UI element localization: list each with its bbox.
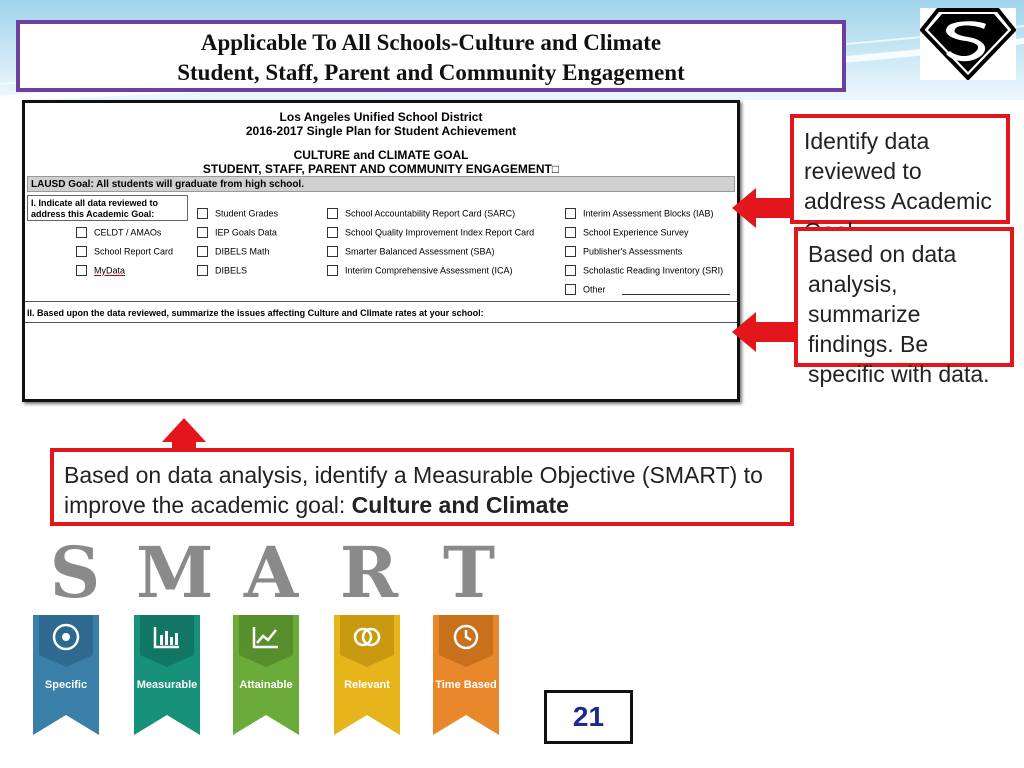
checkbox-school-report-card (76, 245, 173, 258)
ribbon-label: Attainable (239, 679, 293, 691)
checkbox-student-grades (197, 207, 278, 220)
district-name: Los Angeles Unified School District (279, 110, 483, 124)
goal-title: CULTURE and CLIMATE GOAL (293, 148, 469, 162)
section-divider (25, 301, 737, 302)
checkbox-label: IEP Goals Data (215, 227, 277, 238)
checkbox-label: DIBELS (215, 265, 248, 276)
arrow-left-icon (730, 308, 798, 356)
checkbox-label: CELDT / AMAOs (94, 227, 162, 238)
section-1-label: I. Indicate all data reviewed to address this Academic Goal: (27, 195, 188, 221)
checkbox-label: School Accountability Report Card (SARC) (345, 208, 516, 219)
checkbox-label: Interim Assessment Blocks (IAB) (583, 208, 714, 219)
checkbox-square (327, 227, 338, 238)
checkbox-square (327, 265, 338, 276)
overlapping-circles-icon (351, 621, 383, 653)
ribbon-relevant (334, 615, 400, 735)
section-2-label: II. Based upon the data reviewed, summarize the issues affecting Culture and Climate rates at your school: (27, 308, 484, 318)
checkbox-label: MyData (94, 265, 126, 276)
slide-title (16, 20, 846, 92)
checkbox-ses (565, 226, 689, 239)
checkbox-square (197, 265, 208, 276)
ribbon-measurable (134, 615, 200, 735)
checkbox-square (565, 284, 576, 295)
checkbox-square (197, 227, 208, 238)
checkbox-label: Interim Comprehensive Assessment (ICA) (345, 265, 513, 276)
checkbox-label: Other (583, 284, 606, 295)
checkbox-iep (197, 226, 277, 239)
target-icon (50, 621, 82, 653)
checkbox-label: School Quality Improvement Index Report Card (345, 227, 535, 238)
arrow-left-icon (730, 184, 794, 232)
checkbox-celdt (76, 226, 161, 239)
ribbon-specific (33, 615, 99, 735)
checkbox-other (565, 283, 730, 296)
arrow-up-icon (160, 416, 208, 452)
checkbox-label: Scholastic Reading Inventory (SRI) (583, 265, 724, 276)
checkbox-square (76, 265, 87, 276)
title-line-2: Student, Staff, Parent and Community Engagement (177, 60, 685, 85)
smart-objective-text: Based on data analysis, identify a Measurable Objective (SMART) to improve the academic goal: (64, 462, 763, 518)
clock-icon (450, 621, 482, 653)
smart-letter-r: R (339, 531, 399, 614)
checkbox-square (197, 208, 208, 219)
checkbox-ica (327, 264, 513, 277)
checkbox-label: Smarter Balanced Assessment (SBA) (345, 246, 495, 257)
smart-letter-m: M (136, 531, 214, 614)
line-chart-icon (250, 621, 282, 653)
checkbox-label: Publisher's Assessments (583, 246, 683, 257)
checkbox-square (565, 227, 576, 238)
other-fill-line (622, 284, 730, 295)
checkbox-square (565, 208, 576, 219)
goal-subtitle: STUDENT, STAFF, PARENT AND COMMUNITY ENGAGEMENT□ (202, 162, 560, 176)
section-divider (25, 322, 737, 323)
checkbox-mydata (76, 264, 125, 277)
checkbox-sri (565, 264, 723, 277)
title-line-1: Applicable To All Schools-Culture and Climate (200, 30, 662, 55)
superman-shield-icon (920, 8, 1016, 80)
smart-letter-t: T (442, 531, 496, 614)
checkbox-square (76, 246, 87, 257)
checkbox-dibels-math (197, 245, 270, 258)
checkbox-iab (565, 207, 714, 220)
smart-letter-a: A (243, 531, 299, 614)
bar-chart-icon (151, 621, 183, 653)
smart-objective-goal: Culture and Climate (351, 492, 569, 518)
checkbox-square (565, 265, 576, 276)
checkbox-label: DIBELS Math (215, 246, 270, 257)
plan-name: 2016-2017 Single Plan for Student Achievement (245, 124, 517, 138)
checkbox-label: Student Grades (215, 208, 279, 219)
form-header (25, 110, 737, 176)
checkbox-square (327, 246, 338, 257)
page-number: 21 (544, 690, 633, 744)
lausd-goal-bar: LAUSD Goal: All students will graduate from high school. (27, 176, 735, 192)
checkbox-label: School Experience Survey (583, 227, 689, 238)
ribbon-label: Time Based (435, 679, 497, 691)
ribbon-attainable (233, 615, 299, 735)
checkbox-publishers (565, 245, 682, 258)
checkbox-label: School Report Card (94, 246, 174, 257)
ribbon-time-based (433, 615, 499, 735)
checkbox-sarc (327, 207, 515, 220)
checkbox-sba (327, 245, 495, 258)
ribbon-label: Relevant (344, 679, 390, 691)
checkbox-dibels (197, 264, 247, 277)
checkbox-square (197, 246, 208, 257)
checkbox-sqiirc (327, 226, 534, 239)
checkbox-square (565, 246, 576, 257)
checkbox-square (76, 227, 87, 238)
callout-smart-objective (50, 448, 794, 526)
ribbon-label: Specific (44, 679, 88, 691)
smart-letter-s: S (49, 531, 101, 614)
checkbox-square (327, 208, 338, 219)
callout-summarize-findings: Based on data analysis, summarize findings. Be specific with data. (794, 227, 1014, 367)
spsa-form-image (22, 100, 740, 402)
callout-identify-data: Identify data reviewed to address Academic (790, 114, 1010, 224)
ribbon-label: Measurable (136, 679, 198, 691)
